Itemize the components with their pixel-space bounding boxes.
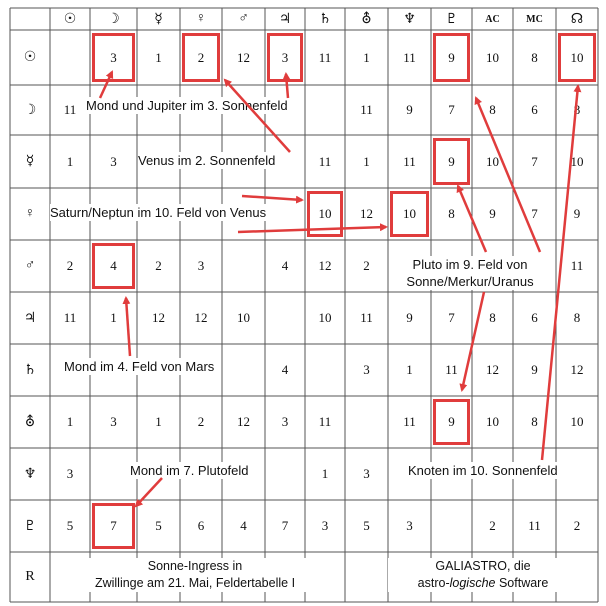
table-cell: 9 (448, 414, 455, 429)
table-cell: 10 (486, 153, 499, 169)
table-cell: 7 (110, 518, 117, 533)
annotation-pluto-line1: Pluto im 9. Feld von (412, 257, 528, 272)
table-cell: 11 (360, 310, 373, 325)
table-cell: 10 (318, 310, 332, 325)
table-cell: 2 (155, 258, 162, 273)
table-cell: 2 (197, 414, 205, 429)
table-cell: 10 (486, 414, 499, 429)
annotation-mond-jupiter: Mond und Jupiter im 3. Sonnenfeld (86, 98, 288, 113)
highlight-box (307, 191, 343, 237)
annotation-galiastro-line1: GALIASTRO, die (435, 559, 531, 573)
table-cell: 1 (363, 49, 370, 65)
table-cell: 3 (197, 258, 205, 273)
table-cell: 10 (570, 153, 584, 169)
table-cell: 11 (570, 258, 584, 273)
row-header: ♀ (24, 206, 36, 221)
highlight-box (433, 33, 470, 82)
annotation-galiastro-line2 (388, 575, 578, 592)
annotation-pluto (390, 256, 550, 290)
table-cell: 10 (403, 206, 416, 221)
table-cell: 6 (531, 310, 538, 325)
table-cell: 4 (281, 362, 289, 377)
table-cell: 7 (448, 310, 455, 325)
table-cell: 9 (448, 49, 455, 65)
table-cell: 8 (489, 102, 496, 117)
row-header: ♇ (23, 518, 37, 534)
annotation-pluto-line2: Sonne/Merkur/Uranus (406, 274, 534, 289)
table-cell: 10 (570, 49, 584, 65)
table-cell: 12 (237, 414, 250, 429)
table-cell: 12 (237, 49, 250, 65)
table-cell: 6 (531, 102, 538, 117)
table-cell: 11 (360, 102, 373, 117)
highlight-box (92, 503, 135, 549)
table-cell: 2 (363, 258, 370, 273)
table-cell: 8 (448, 206, 455, 221)
table-cell: 11 (63, 310, 77, 325)
table-cell: 10 (318, 206, 332, 221)
table-cell: 5 (363, 518, 370, 533)
table-cell: 12 (486, 362, 499, 377)
annotation-ingress-line1: Sonne-Ingress in (147, 559, 243, 573)
highlight-box (267, 33, 303, 82)
column-header: ♄ (318, 11, 332, 27)
row-header: ♂ (24, 258, 36, 273)
annotation-mond-pluto: Mond im 7. Plutofeld (130, 463, 249, 478)
table-cell: 3 (281, 414, 289, 429)
table-cell: 3 (110, 49, 117, 65)
table-cell: 2 (573, 518, 581, 533)
table-cell: 8 (573, 102, 581, 117)
table-cell: 3 (363, 466, 370, 481)
table-cell: 3 (66, 466, 74, 481)
table-cell: 2 (66, 258, 74, 273)
table-cell: 11 (318, 49, 332, 65)
table-cell: 4 (110, 258, 117, 273)
table-cell: 5 (155, 518, 162, 533)
annotation-mond-mars: Mond im 4. Feld von Mars (64, 359, 215, 374)
row-header: ☉ (23, 50, 37, 65)
annotation-galiastro (388, 558, 578, 592)
table-cell: 3 (406, 518, 413, 533)
table-cell: 4 (240, 518, 247, 533)
column-header: ♂ (238, 11, 249, 26)
table-cell: 8 (531, 49, 538, 65)
column-header: ☽ (107, 11, 120, 27)
table-cell: 3 (110, 153, 117, 169)
table-cell: 11 (63, 102, 77, 117)
table-cell: 7 (531, 206, 538, 221)
table-cell: 12 (360, 206, 373, 221)
row-header: ☿ (25, 154, 35, 169)
table-cell: 11 (528, 518, 541, 533)
table-cell: 12 (570, 362, 584, 377)
galiastro-post: Software (495, 576, 549, 590)
table-cell: 8 (489, 310, 496, 325)
annotation-ingress (70, 558, 320, 592)
table-cell: 10 (486, 49, 499, 65)
column-header: ♇ (445, 11, 458, 27)
table-cell: 2 (489, 518, 496, 533)
row-header: ♆ (23, 466, 37, 482)
table-cell: 9 (406, 310, 413, 325)
column-header: ♀ (195, 11, 207, 26)
table-cell: 1 (406, 362, 413, 377)
table-cell: 11 (318, 153, 332, 169)
table-cell: 11 (445, 362, 458, 377)
galiastro-pre: astro- (417, 576, 450, 590)
table-cell: 7 (531, 153, 538, 169)
table-cell: 8 (531, 414, 538, 429)
row-header: R (25, 569, 35, 584)
table-cell: 3 (110, 414, 117, 429)
table-cell: 9 (531, 362, 538, 377)
table-cell: 10 (570, 414, 584, 429)
column-header: ☿ (154, 11, 163, 27)
table-cell: 11 (403, 153, 416, 169)
table-cell: 4 (281, 258, 289, 273)
annotation-venus: Venus im 2. Sonnenfeld (138, 153, 276, 168)
table-cell: 6 (197, 518, 205, 533)
table-cell: 11 (318, 414, 332, 429)
row-header: ⛢ (24, 414, 36, 430)
table-cell: 12 (194, 310, 208, 325)
table-cell: 1 (155, 49, 162, 65)
table-cell: 9 (406, 102, 413, 117)
column-header: AC (485, 13, 500, 25)
table-cell: 12 (152, 310, 165, 325)
galiastro-italic: logische (449, 576, 496, 590)
table-cell: 2 (197, 49, 205, 65)
table-cell: 9 (489, 206, 496, 221)
table-cell: 11 (403, 49, 416, 65)
column-header: ⛢ (361, 11, 372, 27)
highlight-box (92, 243, 135, 289)
annotation-knoten: Knoten im 10. Sonnenfeld (408, 463, 558, 478)
table-cell: 3 (281, 49, 289, 65)
table-cell: 3 (363, 362, 370, 377)
table-cell: 3 (321, 518, 329, 533)
table-cell: 9 (573, 206, 581, 221)
table-cell: 7 (281, 518, 289, 533)
highlight-box (182, 33, 220, 82)
table-cell: 7 (448, 102, 455, 117)
table-cell: 1 (66, 414, 74, 429)
table-cell: 1 (321, 466, 329, 481)
column-header: MC (526, 13, 543, 25)
table-cell: 1 (110, 310, 117, 325)
column-header: ☉ (63, 11, 77, 27)
highlight-box (433, 138, 470, 185)
column-header: ♆ (403, 11, 416, 27)
annotation-ingress-line2: Zwillinge am 21. Mai, Feldertabelle I (94, 576, 296, 590)
highlight-box (558, 33, 596, 82)
table-cell: 1 (66, 153, 74, 169)
column-header: ☊ (570, 11, 584, 27)
table-cell: 1 (363, 153, 370, 169)
table-cell: 5 (66, 518, 74, 533)
table-cell: 10 (237, 310, 250, 325)
column-header: ♃ (278, 11, 292, 27)
row-header: ♃ (23, 310, 37, 326)
row-header: ♄ (23, 362, 37, 378)
highlight-box (390, 191, 429, 237)
highlight-box (92, 33, 135, 82)
table-cell: 9 (448, 153, 455, 169)
table-cell: 1 (155, 414, 162, 429)
annotation-saturn-neptun: Saturn/Neptun im 10. Feld von Venus (50, 205, 267, 220)
highlight-box (433, 399, 470, 445)
table-cell: 11 (403, 414, 416, 429)
table-cell: 8 (573, 310, 581, 325)
row-header: ☽ (23, 102, 37, 118)
table-cell: 12 (318, 258, 332, 273)
